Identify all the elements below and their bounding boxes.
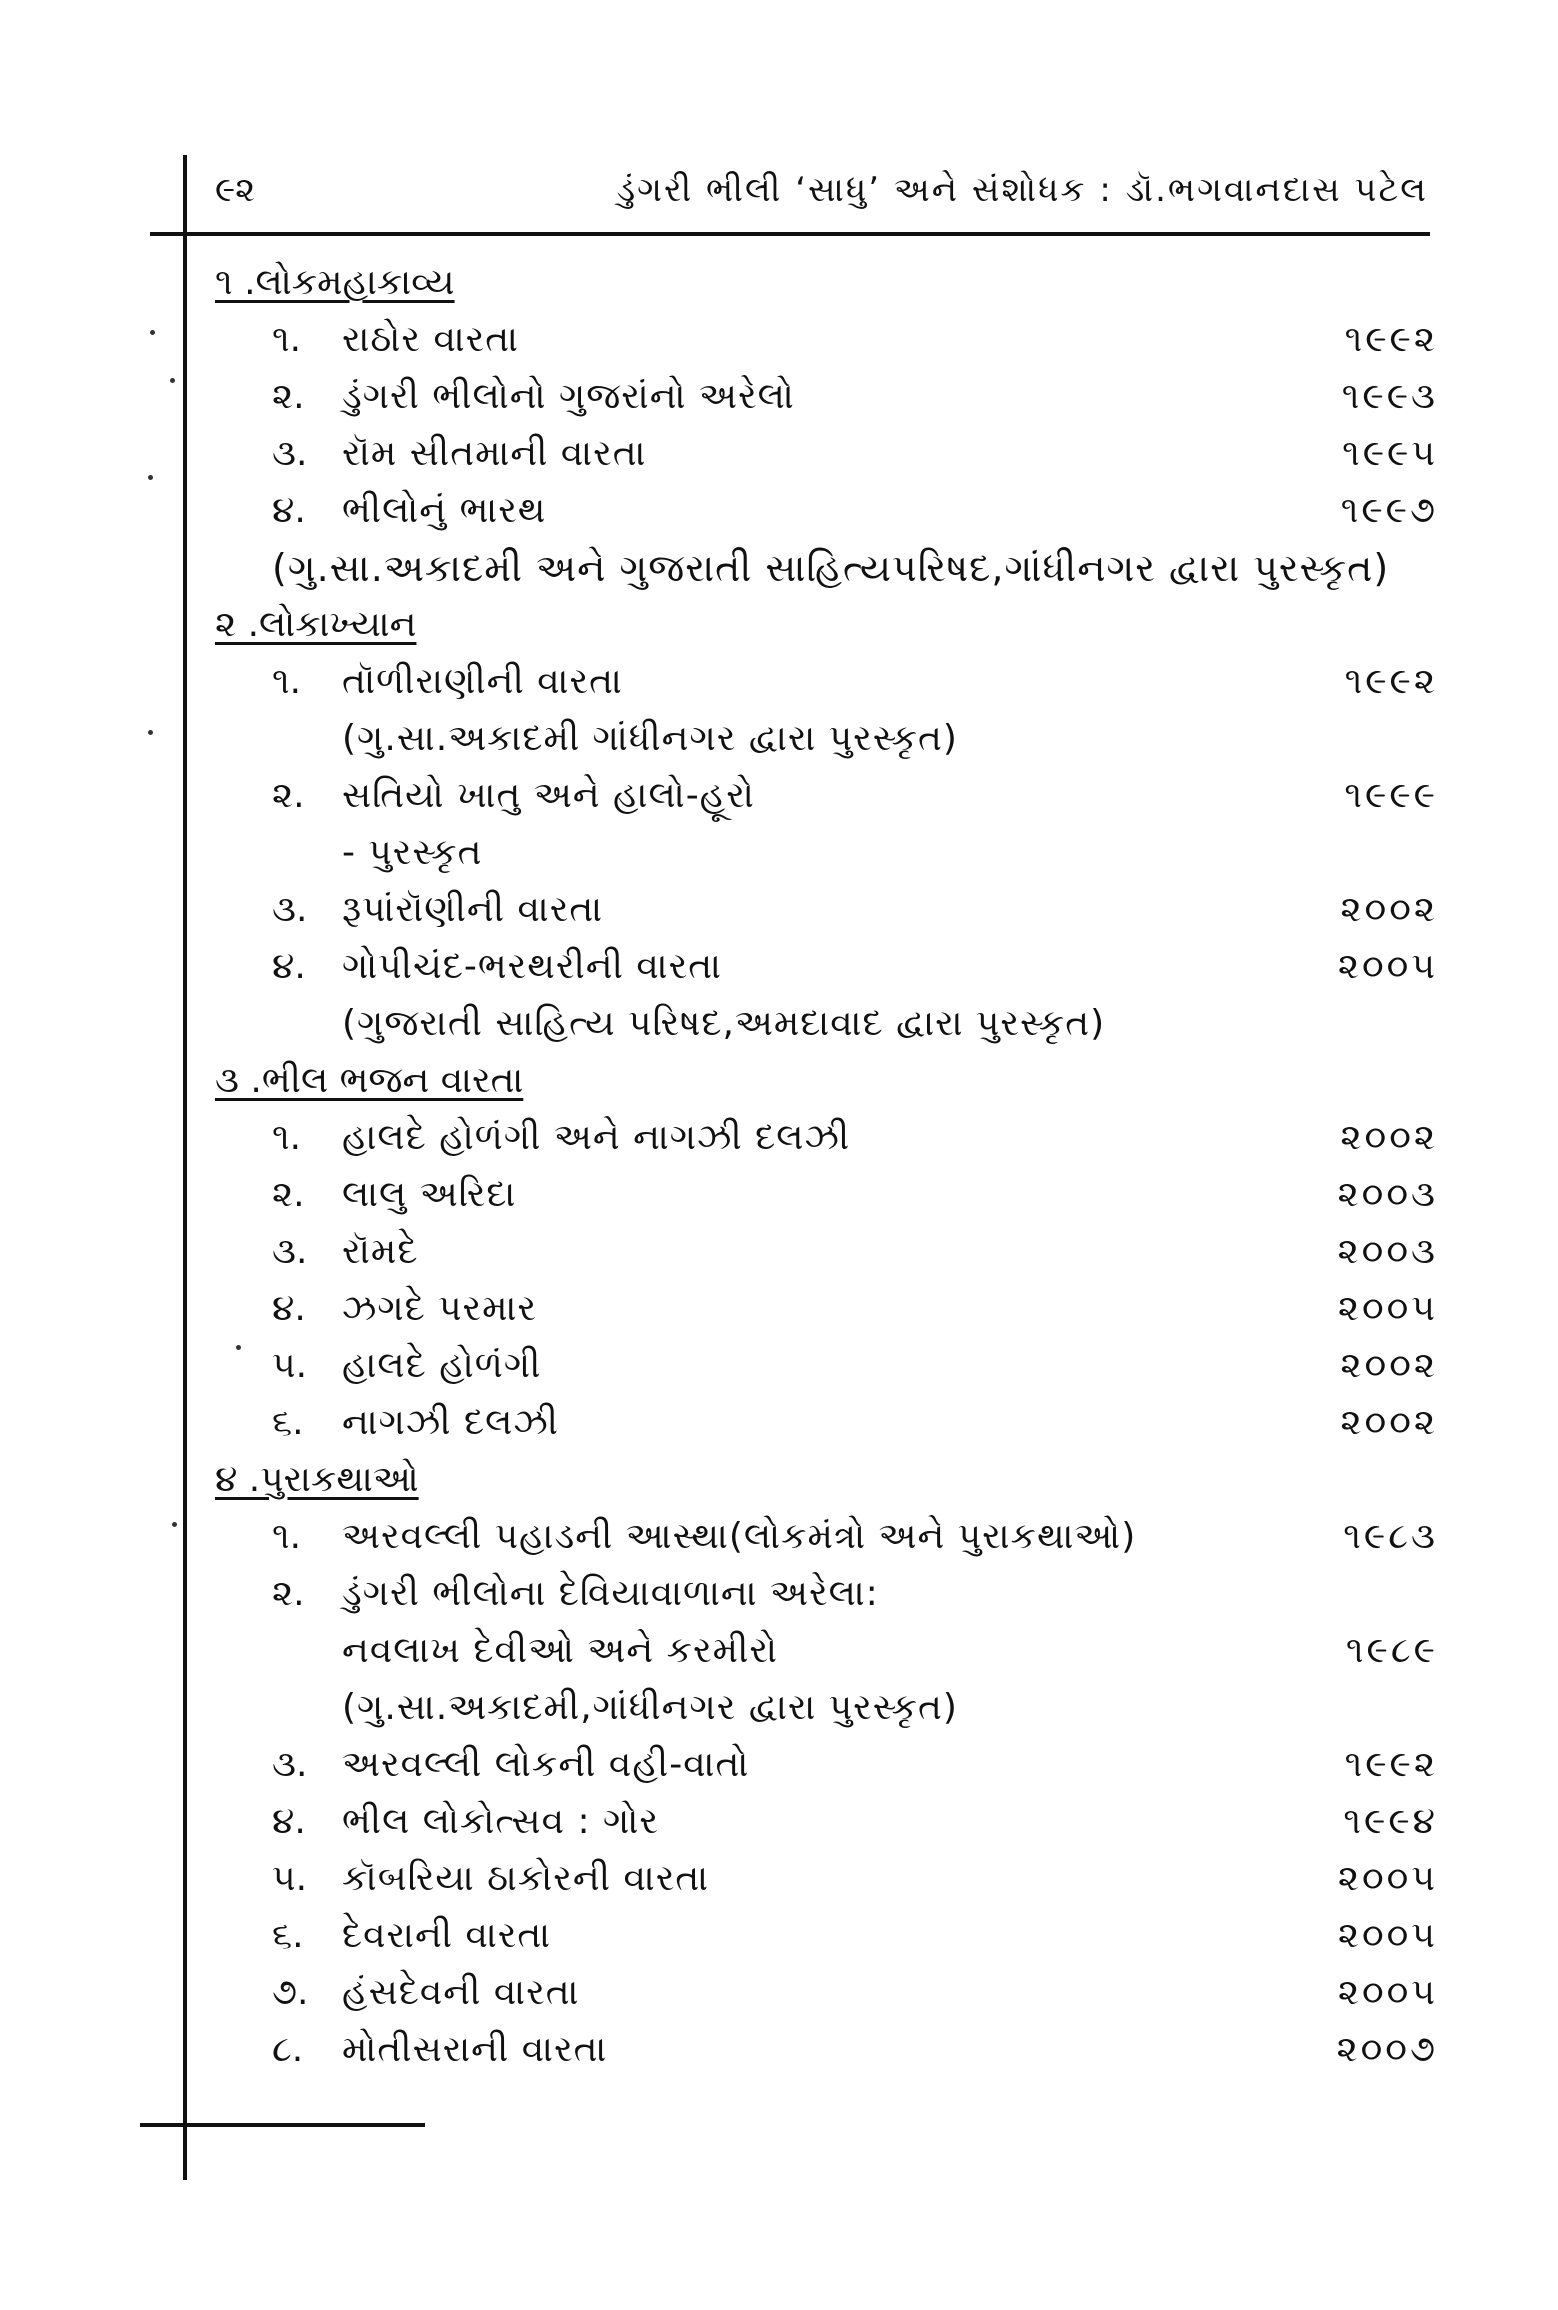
list-item bbox=[272, 1167, 1438, 1223]
item-year: ૧૯૯૩ bbox=[1341, 376, 1438, 417]
list-item bbox=[272, 939, 1438, 995]
item-year: ૧૯૮૯ bbox=[1345, 1630, 1438, 1671]
scan-speck bbox=[170, 378, 175, 383]
section-heading-folk-narrative bbox=[215, 597, 416, 653]
list-item bbox=[272, 882, 1438, 938]
item-title: હાલદે હોળંગી અને નાગઝી દલઝી bbox=[342, 1117, 851, 1158]
item-year: ૨૦૦૨ bbox=[1340, 889, 1438, 930]
section-label: ૩ .ભીલ ભજન વારતા bbox=[215, 1060, 524, 1101]
item-title: ડુંગરી ભીલોના દેવિયાવાળાના અરેલા: bbox=[342, 1573, 879, 1614]
item-number: ૩. bbox=[272, 1744, 308, 1785]
item-year: ૨૦૦૫ bbox=[1337, 1915, 1438, 1956]
list-item bbox=[272, 1224, 1438, 1280]
item-title: કૉબરિયા ઠાકોરની વારતા bbox=[342, 1858, 710, 1899]
item-number: ૫. bbox=[272, 1345, 308, 1386]
item-year: ૧૯૯૯ bbox=[1344, 775, 1438, 816]
list-item bbox=[272, 1281, 1438, 1337]
list-item bbox=[272, 1737, 1438, 1793]
list-item bbox=[272, 1965, 1438, 2021]
item-year: ૨૦૦૭ bbox=[1336, 2029, 1438, 2070]
item-number: ૭. bbox=[272, 1972, 309, 2013]
running-title: ડુંગરી ભીલી ‘સાધુ’ અને સંશોધક : ડૉ.ભગવાનદાસ પટેલ bbox=[616, 170, 1428, 210]
item-title: તૉળીરાણીની વારતા bbox=[342, 661, 623, 702]
section-label: ૪ .પુરાકથાઓ bbox=[215, 1459, 419, 1500]
item-title: ગોપીચંદ-ભરથરીની વારતા bbox=[342, 946, 722, 987]
section-heading-folk-epic bbox=[215, 255, 455, 311]
item-number: ૩. bbox=[272, 889, 308, 930]
scan-speck bbox=[148, 475, 153, 480]
scan-speck bbox=[148, 730, 153, 735]
item-year: ૨૦૦૨ bbox=[1340, 1402, 1438, 1443]
footer-rule bbox=[140, 2123, 425, 2127]
item-number: ૫. bbox=[272, 1858, 308, 1899]
item-year: ૨૦૦૩ bbox=[1337, 1231, 1438, 1272]
item-number: ૪. bbox=[272, 1801, 306, 1842]
item-number: ૪. bbox=[272, 1288, 306, 1329]
award-note: - પુરસ્કૃત bbox=[342, 832, 483, 873]
item-year: ૨૦૦૫ bbox=[1337, 1858, 1438, 1899]
item-year: ૧૯૯૨ bbox=[1344, 319, 1438, 360]
item-year: ૧૯૯૫ bbox=[1342, 433, 1438, 474]
item-title: નવલાખ દેવીઓ અને કરમીરો bbox=[342, 1630, 778, 1671]
award-note: (ગુ.સા.અકાદમી,ગાંધીનગર દ્વારા પુરસ્કૃત) bbox=[342, 1687, 958, 1728]
item-title: ભીલ લોકોત્સવ : ગોર bbox=[342, 1801, 659, 1842]
list-item bbox=[272, 1794, 1438, 1850]
item-number: ૨. bbox=[272, 1174, 305, 1215]
item-title: લાલુ અરિદા bbox=[342, 1174, 517, 1215]
page-number: ૯૨ bbox=[215, 170, 256, 210]
item-number: ૬. bbox=[272, 1915, 304, 1956]
item-year: ૧૯૯૨ bbox=[1344, 1744, 1438, 1785]
list-item bbox=[272, 654, 1438, 710]
item-title: મોતીસરાની વારતા bbox=[342, 2029, 608, 2070]
item-year: ૧૯૯૨ bbox=[1344, 661, 1438, 702]
list-item bbox=[272, 426, 1438, 482]
item-title: નાગઝી દલઝી bbox=[342, 1402, 559, 1443]
item-number: ૩. bbox=[272, 1231, 308, 1272]
scan-speck bbox=[236, 1345, 241, 1350]
list-item bbox=[272, 1908, 1438, 1964]
list-item bbox=[272, 1509, 1438, 1565]
section-label: ૨ .લોકાખ્યાન bbox=[215, 604, 417, 645]
item-title: રૉમ સીતમાની વારતા bbox=[342, 433, 647, 474]
item-number: ૨. bbox=[272, 376, 305, 417]
item-title: હંસદેવની વારતા bbox=[342, 1972, 580, 2013]
header-rule bbox=[150, 232, 1430, 236]
award-note: (ગુ.સા.અકાદમી ગાંધીનગર દ્વારા પુરસ્કૃત) bbox=[342, 718, 958, 759]
section-heading-myths bbox=[215, 1452, 419, 1508]
item-number: ૧. bbox=[272, 1117, 302, 1158]
item-number: ૩. bbox=[272, 433, 308, 474]
item-title: રૉમદે bbox=[342, 1231, 419, 1272]
list-item bbox=[272, 1338, 1438, 1394]
item-title: અરવલ્લી લોકની વહી-વાતો bbox=[342, 1744, 750, 1785]
scan-speck bbox=[172, 1522, 177, 1527]
item-title: રાઠોર વારતા bbox=[342, 319, 519, 360]
scan-speck bbox=[150, 330, 155, 335]
item-number: ૮. bbox=[272, 2029, 304, 2070]
item-title: રૂપાંરૉણીની વારતા bbox=[342, 889, 604, 930]
item-year: ૧૯૯૪ bbox=[1343, 1801, 1438, 1842]
item-year: ૧૯૯૭ bbox=[1340, 490, 1438, 531]
item-title: ઝગદે પરમાર bbox=[342, 1288, 538, 1329]
item-number: ૬. bbox=[272, 1402, 304, 1443]
item-number: ૨. bbox=[272, 1573, 305, 1614]
item-year: ૨૦૦૨ bbox=[1340, 1117, 1438, 1158]
list-item bbox=[272, 1110, 1438, 1166]
item-title: અરવલ્લી પહાડની આસ્થા(લોકમંત્રો અને પુરાકથાઓ) bbox=[342, 1516, 1137, 1557]
list-item bbox=[272, 768, 1438, 824]
list-item-continuation bbox=[342, 1623, 1438, 1679]
item-year: ૨૦૦૫ bbox=[1337, 946, 1438, 987]
list-item bbox=[272, 1851, 1438, 1907]
list-item bbox=[272, 1395, 1438, 1451]
item-number: ૨. bbox=[272, 775, 305, 816]
list-item bbox=[272, 1566, 1438, 1622]
left-margin-rule bbox=[183, 155, 187, 2180]
item-year: ૨૦૦૩ bbox=[1337, 1174, 1438, 1215]
item-year: ૨૦૦૨ bbox=[1340, 1345, 1438, 1386]
section-label: ૧ .લોકમહાકાવ્ય bbox=[215, 262, 455, 303]
item-year: ૧૯૮૩ bbox=[1343, 1516, 1438, 1557]
award-note: (ગુજરાતી સાહિત્ય પરિષદ,અમદાવાદ દ્વારા પુરસ્કૃત) bbox=[342, 1003, 1106, 1044]
item-number: ૧. bbox=[272, 319, 302, 360]
item-title: ડુંગરી ભીલોનો ગુજરાંનો અરેલો bbox=[342, 376, 795, 417]
item-year: ૨૦૦૫ bbox=[1337, 1972, 1438, 2013]
list-item bbox=[272, 369, 1438, 425]
list-item bbox=[272, 2022, 1438, 2078]
list-item bbox=[272, 483, 1438, 539]
item-title: ભીલોનું ભારથ bbox=[342, 490, 547, 531]
item-number: ૪. bbox=[272, 490, 306, 531]
section-heading-bhil-bhajan bbox=[215, 1053, 523, 1109]
item-year: ૨૦૦૫ bbox=[1337, 1288, 1438, 1329]
item-number: ૧. bbox=[272, 1516, 302, 1557]
item-number: ૪. bbox=[272, 946, 306, 987]
item-title: દેવરાની વારતા bbox=[342, 1915, 552, 1956]
award-note: (ગુ.સા.અકાદમી અને ગુજરાતી સાહિત્યપરિષદ,ગાંધીનગર દ્વારા પુરસ્કૃત) bbox=[272, 546, 1390, 590]
list-item bbox=[272, 312, 1438, 368]
item-title: સતિયો ખાતુ અને હાલો-હૂરો bbox=[342, 775, 755, 816]
item-title: હાલદે હોળંગી bbox=[342, 1345, 542, 1386]
item-number: ૧. bbox=[272, 661, 302, 702]
